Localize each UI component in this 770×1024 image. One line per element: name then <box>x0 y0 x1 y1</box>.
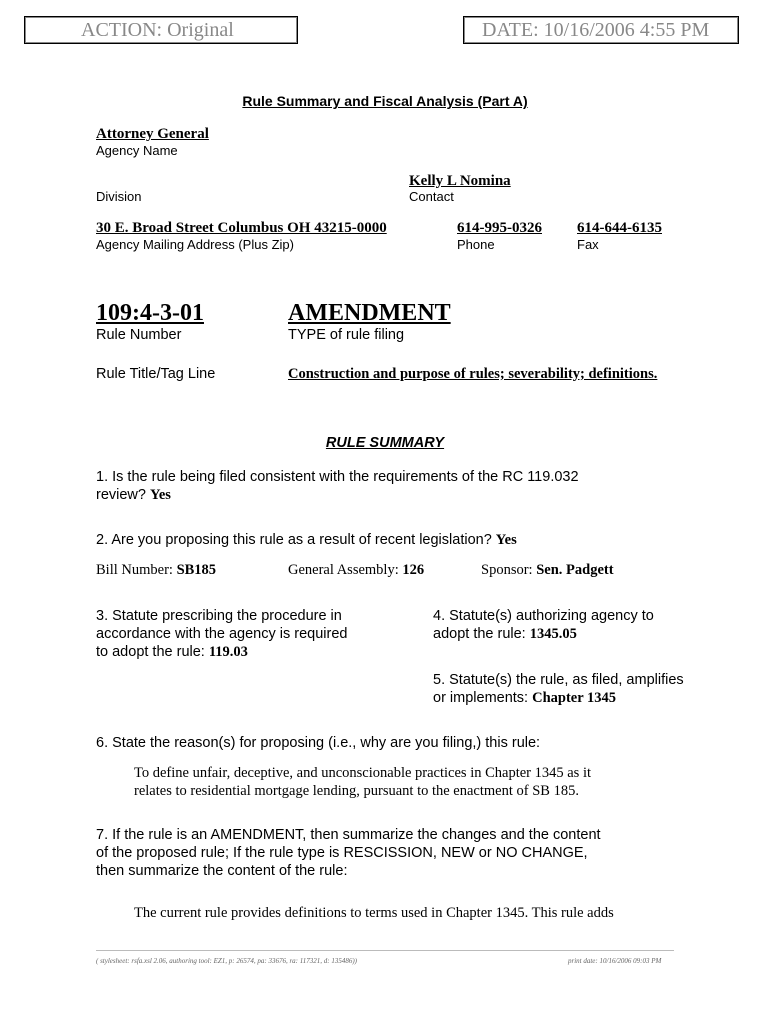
date-box <box>463 16 739 44</box>
question-6-answer: To define unfair, deceptive, and unconscionable practices in Chapter 1345 as it relates to residential mortgage lending, pursuant to the enactment of SB 185. <box>134 765 592 799</box>
question-1-answer: Yes <box>150 487 171 503</box>
rule-type-label: TYPE of rule filing <box>288 327 405 343</box>
contact-label: Contact <box>409 189 454 204</box>
fax-label: Fax <box>577 237 599 252</box>
rule-title-value: Construction and purpose of rules; severability; definitions. <box>288 366 658 382</box>
address-value: 30 E. Broad Street Columbus OH 43215-0000 <box>96 220 387 236</box>
action-text: ACTION: Original <box>81 19 234 41</box>
rule-title-label: Rule Title/Tag Line <box>96 366 216 382</box>
phone-label: Phone <box>457 237 495 252</box>
footer-print-date: print date: 10/16/2006 09:03 PM <box>568 957 662 965</box>
question-3-answer: 119.03 <box>208 644 248 660</box>
fax-value: 614-644-6135 <box>577 220 662 236</box>
date-text: DATE: 10/16/2006 4:55 PM <box>482 19 710 41</box>
division-label: Division <box>96 189 142 204</box>
question-6: 6. State the reason(s) for proposing (i.e., why are you filing,) this rule: <box>96 735 541 751</box>
question-1 <box>96 468 716 504</box>
agency-name-label: Agency Name <box>96 143 178 158</box>
question-4: 4. Statute(s) authorizing agency to adopt the rule: 1345.05 <box>433 608 654 642</box>
question-7-answer: The current rule provides definitions to terms used in Chapter 1345. This rule adds <box>134 905 614 921</box>
rule-number-value: 109:4-3-01 <box>96 300 204 326</box>
question-5: 5. Statute(s) the rule, as filed, amplifies or implements: Chapter 1345 <box>433 672 684 706</box>
contact-value: Kelly L Nomina <box>409 173 511 189</box>
rule-number-label: Rule Number <box>96 327 182 343</box>
rule-summary-heading: RULE SUMMARY <box>325 435 445 451</box>
address-label: Agency Mailing Address (Plus Zip) <box>96 237 294 252</box>
rule-type-value: AMENDMENT <box>288 300 451 326</box>
question-2-answer: Yes <box>495 532 517 548</box>
footer-divider <box>96 950 674 951</box>
question-1-line2: review? Yes <box>96 487 171 503</box>
page-title: Rule Summary and Fiscal Analysis (Part A) <box>242 93 528 109</box>
question-4-answer: 1345.05 <box>529 626 577 642</box>
bill-number: Bill Number: SB185 <box>96 562 217 578</box>
phone-value: 614-995-0326 <box>457 220 542 236</box>
footer-stylesheet-info: ( stylesheet: rsfa.xsl 2.06, authoring tool: EZ1, p: 26574, pa: 33676, ra: 117321, d: 135486)) <box>96 957 357 965</box>
agency-name-value: Attorney General <box>96 126 209 142</box>
sponsor: Sponsor: Sen. Padgett <box>481 562 614 578</box>
question-3: 3. Statute prescribing the procedure in accordance with the agency is required to adopt the rule: 119.03 <box>96 608 348 660</box>
action-box <box>24 16 298 44</box>
question-5-answer: Chapter 1345 <box>532 690 617 706</box>
question-7: 7. If the rule is an AMENDMENT, then summarize the changes and the content of the proposed rule; If the rule type is RESCISSION, NEW or NO CHANGE, then summarize the content of the rule: <box>96 827 601 879</box>
question-1-line1: 1. Is the rule being filed consistent with the requirements of the RC 119.032 <box>96 469 579 485</box>
question-2: 2. Are you proposing this rule as a result of recent legislation? Yes <box>96 532 517 548</box>
general-assembly: General Assembly: 126 <box>288 562 425 578</box>
